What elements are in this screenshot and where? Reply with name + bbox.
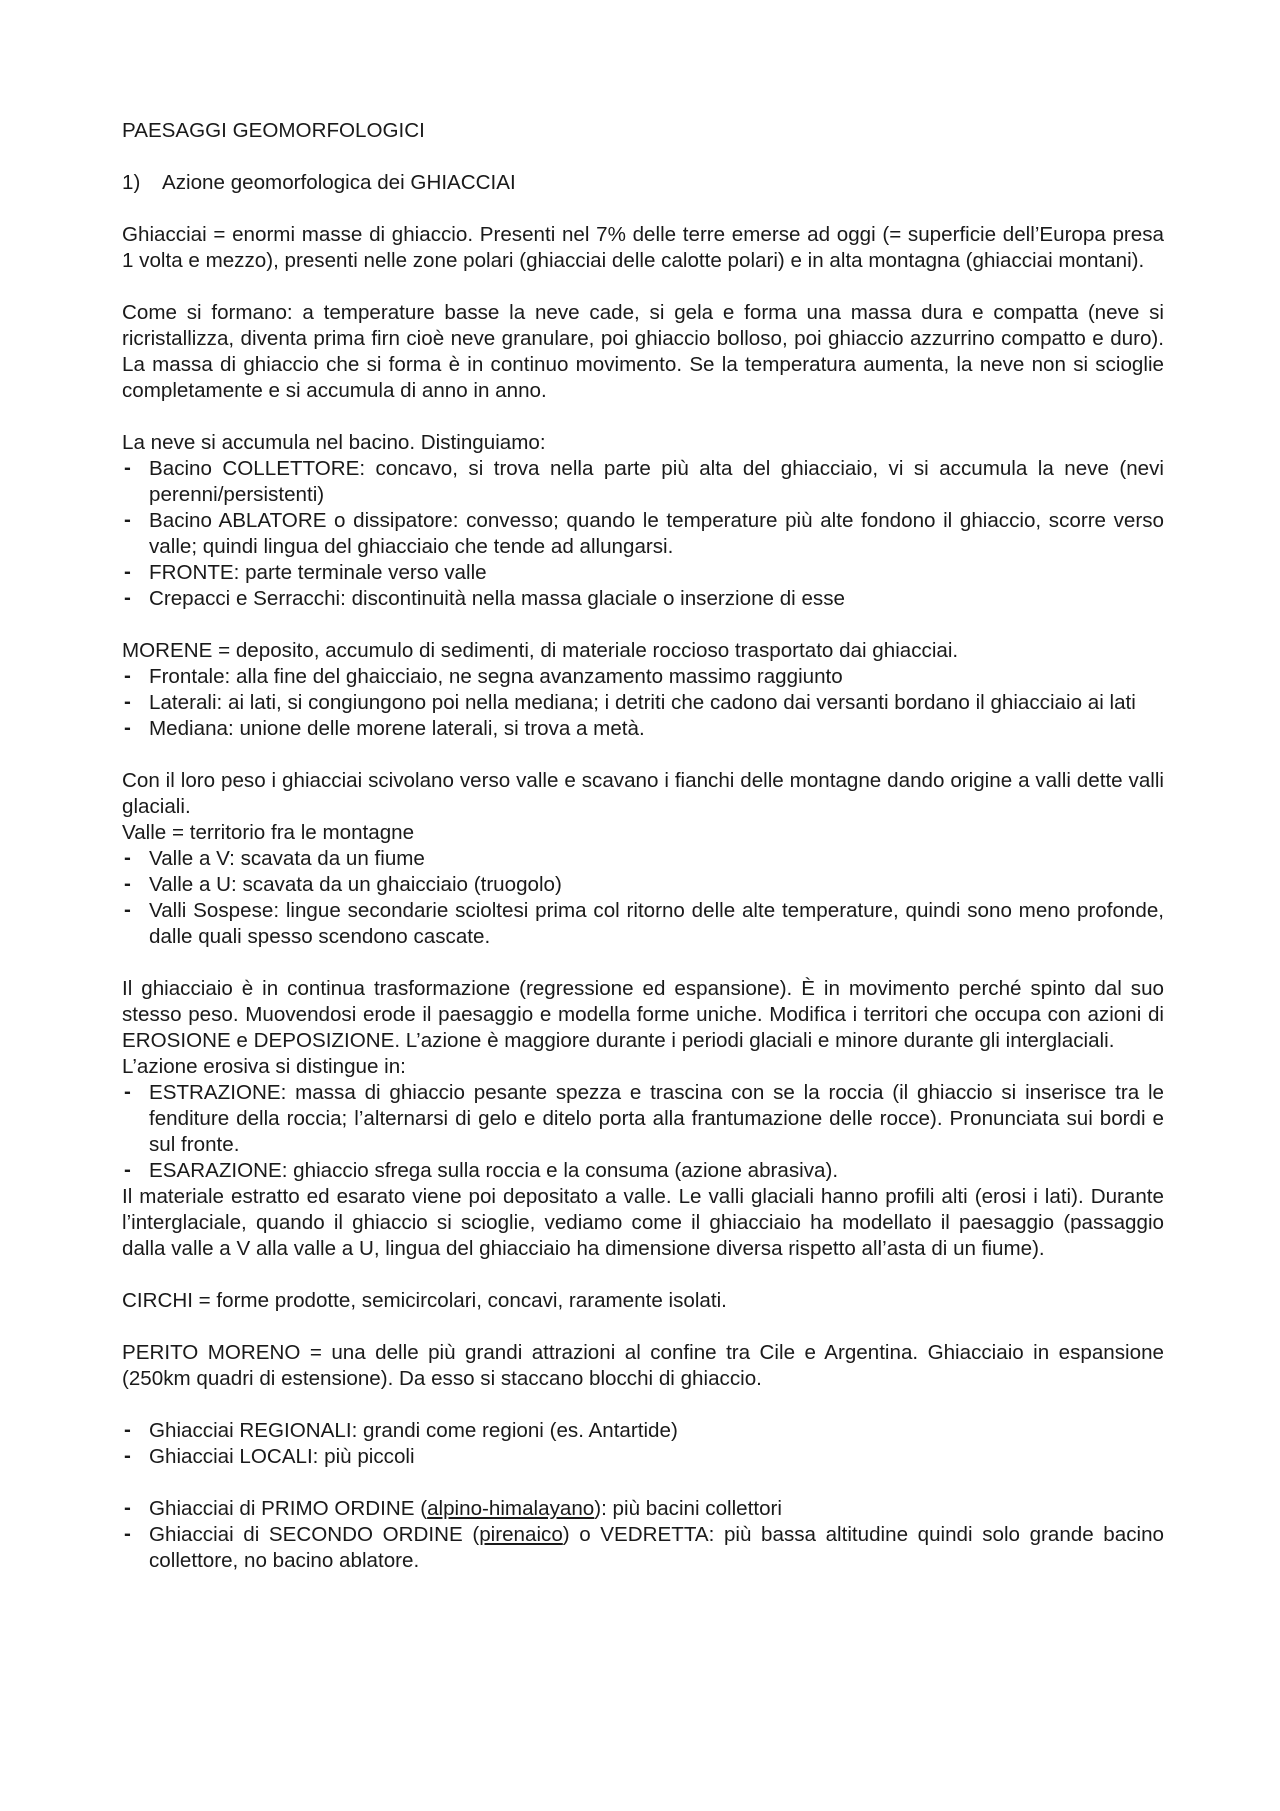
- list-item: - Ghiacciai REGIONALI: grandi come regioni (es. Antartide): [122, 1418, 1164, 1444]
- paragraph-morene-intro: MORENE = deposito, accumulo di sedimenti, di materiale roccioso trasportato dai ghiacciai.: [122, 639, 959, 662]
- list-item: - Valle a V: scavata da un fiume: [122, 846, 1164, 872]
- morene-list: [122, 664, 1164, 742]
- paragraph-formation: Come si formano: a temperature basse la neve cade, si gela e forma una massa dura e compatta (neve si ricristallizza, diventa prima firn cioè neve granulare, poi ghiaccio bolloso, poi ghiaccio azzurrino compatto e duro). La massa di ghiaccio che si forma è in continuo movimento. Se la temperatura aumenta, la neve non si scioglie completamente e si accumula di anno in anno.: [122, 301, 1164, 402]
- list-item: - Crepacci e Serracchi: discontinuità nella massa glaciale o inserzione di esse: [122, 586, 1164, 612]
- underlined-term: alpino-himalayano: [427, 1497, 595, 1520]
- erosiva-list: [122, 1080, 1164, 1184]
- page-title: PAESAGGI GEOMORFOLOGICI: [122, 119, 425, 142]
- list-item: - Laterali: ai lati, si congiungono poi nella mediana; i detriti che cadono dai versanti bordano il ghiacciaio ai lati: [122, 690, 1164, 716]
- paragraph-valli-intro: Con il loro peso i ghiacciai scivolano verso valle e scavano i fianchi delle montagne dando origine a valli dette valli glaciali.: [122, 769, 1164, 818]
- section-heading: [122, 170, 1164, 196]
- list-item: - Mediana: unione delle morene laterali, si trova a metà.: [122, 716, 1164, 742]
- list-item: - Frontale: alla fine del ghaicciaio, ne segna avanzamento massimo raggiunto: [122, 664, 1164, 690]
- paragraph-valle-def: Valle = territorio fra le montagne: [122, 821, 415, 844]
- underlined-term: pirenaico: [479, 1523, 563, 1546]
- list-item: - Bacino ABLATORE o dissipatore: convesso; quando le temperature più alte fondono il ghiaccio, scorre verso valle; quindi lingua del ghiacciaio che tende ad allungarsi.: [122, 508, 1164, 560]
- list-item: - FRONTE: parte terminale verso valle: [122, 560, 1164, 586]
- valli-list: [122, 846, 1164, 950]
- paragraph-erosiva: L’azione erosiva si distingue in:: [122, 1055, 406, 1078]
- bacino-list: [122, 456, 1164, 612]
- list-item: - ESTRAZIONE: massa di ghiaccio pesante spezza e trascina con se la roccia (il ghiaccio si inserisce tra le fenditure della roccia; l’alternarsi di gelo e ditelo porta alla frantumazione delle rocce). Pronunciata sui bordi e sul fronte.: [122, 1080, 1164, 1158]
- list-item-primo-ordine: - Ghiacciai di PRIMO ORDINE (alpino-himalayano): più bacini collettori: [122, 1496, 1164, 1522]
- list-item: - ESARAZIONE: ghiaccio sfrega sulla roccia e la consuma (azione abrasiva).: [122, 1158, 1164, 1184]
- paragraph-definition: Ghiacciai = enormi masse di ghiaccio. Presenti nel 7% delle terre emerse ad oggi (= superficie dell’Europa presa 1 volta e mezzo), presenti nelle zone polari (ghiacciai delle calotte polari) e in alta montagna (ghiacciai montani).: [122, 223, 1164, 272]
- list-item: - Valle a U: scavata da un ghaicciaio (truogolo): [122, 872, 1164, 898]
- ordini-list: [122, 1496, 1164, 1574]
- paragraph-deposito: Il materiale estratto ed esarato viene poi depositato a valle. Le valli glaciali hanno profili alti (erosi i lati). Durante l’interglaciale, quando il ghiaccio si scioglie, vediamo come il ghiacciaio ha modellato il paesaggio (passaggio dalla valle a V alla valle a U, lingua del ghiacciaio ha dimensione diversa rispetto all’asta di un fiume).: [122, 1185, 1164, 1260]
- section-label: Azione geomorfologica dei GHIACCIAI: [162, 171, 516, 194]
- section-number: 1): [122, 171, 141, 194]
- list-item: - Ghiacciai LOCALI: più piccoli: [122, 1444, 1164, 1470]
- list-item-secondo-ordine: - Ghiacciai di SECONDO ORDINE (pirenaico) o VEDRETTA: più bassa altitudine quindi solo grande bacino collettore, no bacino ablatore.: [122, 1522, 1164, 1574]
- paragraph-perito-moreno: PERITO MORENO = una delle più grandi attrazioni al confine tra Cile e Argentina. Ghiacciaio in espansione (250km quadri di estensione). Da esso si staccano blocchi di ghiaccio.: [122, 1341, 1164, 1390]
- tipi-list: [122, 1418, 1164, 1470]
- paragraph-circhi: CIRCHI = forme prodotte, semicircolari, concavi, raramente isolati.: [122, 1289, 727, 1312]
- list-item: - Bacino COLLETTORE: concavo, si trova nella parte più alta del ghiacciaio, vi si accumula la neve (nevi perenni/persistenti): [122, 456, 1164, 508]
- paragraph-trasformazione: Il ghiacciaio è in continua trasformazione (regressione ed espansione). È in movimento perché spinto dal suo stesso peso. Muovendosi erode il paesaggio e modella forme uniche. Modifica i territori che occupa con azioni di EROSIONE e DEPOSIZIONE. L’azione è maggiore durante i periodi glaciali e minore durante gli interglaciali.: [122, 977, 1164, 1052]
- paragraph-bacino-intro: La neve si accumula nel bacino. Distinguiamo:: [122, 431, 546, 454]
- list-item: - Valli Sospese: lingue secondarie scioltesi prima col ritorno delle alte temperature, quindi sono meno profonde, dalle quali spesso scendono cascate.: [122, 898, 1164, 950]
